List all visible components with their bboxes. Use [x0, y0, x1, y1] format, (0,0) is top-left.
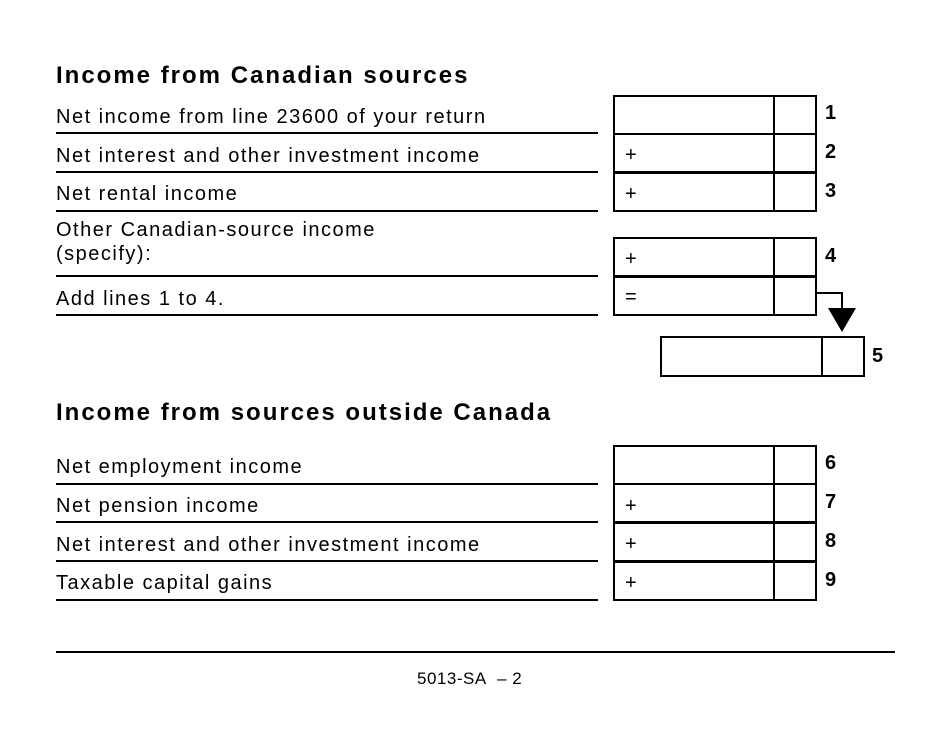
- line-2-rule: [56, 171, 598, 173]
- line-2-number: 2: [825, 141, 837, 163]
- line-3-rule: [56, 210, 598, 212]
- line-1-cents-field[interactable]: [773, 97, 775, 133]
- line-4-label-specify: (specify):: [56, 243, 153, 265]
- line-6-cents-field[interactable]: [773, 447, 775, 483]
- line-5-cents-field[interactable]: [821, 338, 823, 375]
- page-number: – 2: [497, 669, 523, 688]
- line-4-cents-field[interactable]: [773, 239, 775, 275]
- line-6-label: Net employment income: [56, 456, 304, 478]
- line-8-cents-field[interactable]: [773, 524, 775, 560]
- line-1-amount-field[interactable]: [613, 95, 817, 135]
- line-6-number: 6: [825, 452, 837, 474]
- down-arrow-icon: [812, 288, 862, 336]
- line-6-amount-field[interactable]: [613, 445, 817, 485]
- line-8-rule: [56, 560, 598, 562]
- subtotal-rule: [56, 314, 598, 316]
- line-7-label: Net pension income: [56, 495, 260, 517]
- line-6-rule: [56, 483, 598, 485]
- line-8-operator: +: [625, 533, 637, 555]
- line-3-cents-field[interactable]: [773, 174, 775, 210]
- subtotal-operator: =: [625, 286, 637, 308]
- line-1-number: 1: [825, 102, 837, 124]
- line-8-amount-field[interactable]: [613, 522, 817, 562]
- line-2-amount-field[interactable]: [613, 133, 817, 173]
- line-9-rule: [56, 599, 598, 601]
- line-8-number: 8: [825, 530, 837, 552]
- line-5-amount-field[interactable]: [660, 336, 865, 377]
- line-8-label: Net interest and other investment income: [56, 534, 481, 556]
- footer-rule: [56, 651, 895, 653]
- section-title-canadian: Income from Canadian sources: [56, 62, 470, 89]
- section-title-foreign: Income from sources outside Canada: [56, 399, 553, 426]
- line-2-label: Net interest and other investment income: [56, 145, 481, 167]
- line-4-number: 4: [825, 245, 837, 267]
- line-9-label: Taxable capital gains: [56, 572, 274, 594]
- line-7-number: 7: [825, 491, 837, 513]
- line-9-amount-field[interactable]: [613, 561, 817, 601]
- subtotal-amount-field[interactable]: [613, 276, 817, 316]
- line-9-number: 9: [825, 569, 837, 591]
- line-4-operator: +: [625, 248, 637, 270]
- line-9-operator: +: [625, 572, 637, 594]
- line-1-label: Net income from line 23600 of your return: [56, 106, 487, 128]
- line-7-operator: +: [625, 495, 637, 517]
- line-5-number: 5: [872, 345, 884, 367]
- line-7-amount-field[interactable]: [613, 483, 817, 523]
- line-1-rule: [56, 132, 598, 134]
- form-code: 5013-SA: [417, 669, 487, 688]
- line-2-operator: +: [625, 144, 637, 166]
- line-7-cents-field[interactable]: [773, 485, 775, 521]
- line-2-cents-field[interactable]: [773, 135, 775, 171]
- line-9-cents-field[interactable]: [773, 563, 775, 599]
- line-7-rule: [56, 521, 598, 523]
- line-3-amount-field[interactable]: [613, 172, 817, 212]
- line-3-operator: +: [625, 183, 637, 205]
- subtotal-cents-field[interactable]: [773, 278, 775, 314]
- subtotal-label: Add lines 1 to 4.: [56, 288, 225, 310]
- line-4-amount-field[interactable]: [613, 237, 817, 277]
- line-4-label: Other Canadian-source income: [56, 219, 376, 241]
- line-4-rule: [56, 275, 598, 277]
- page-footer: [417, 669, 522, 689]
- line-3-label: Net rental income: [56, 183, 239, 205]
- line-3-number: 3: [825, 180, 837, 202]
